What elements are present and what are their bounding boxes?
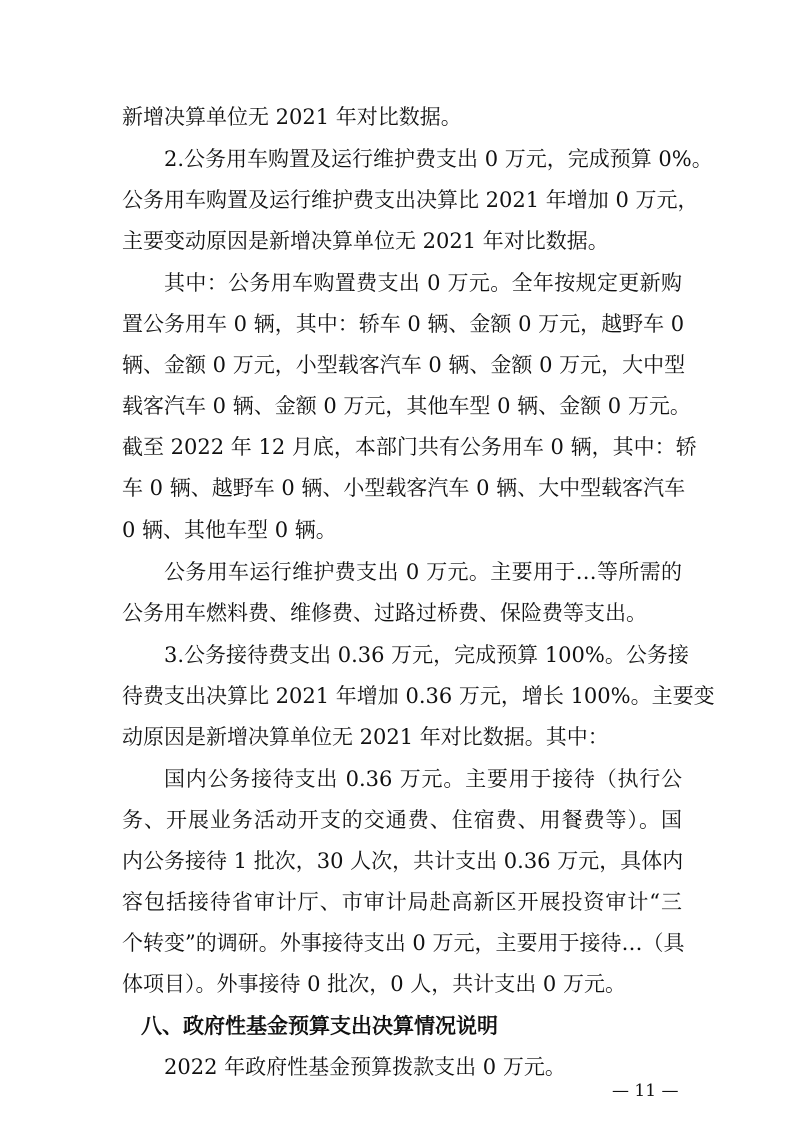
page-number: — 11 —: [612, 1081, 679, 1101]
body-line: 辆、金额 0 万元，小型载客汽车 0 辆、金额 0 万元，大中型: [122, 353, 686, 377]
body-line: 公务用车燃料费、维修费、过路过桥费、保险费等支出。: [122, 601, 647, 625]
body-line: 载客汽车 0 辆、金额 0 万元，其他车型 0 辆、金额 0 万元。: [122, 394, 691, 418]
closing-line: 2022 年政府性基金预算拨款支出 0 万元。: [164, 1055, 566, 1079]
body-line: 个转变”的调研。外事接待支出 0 万元，主要用于接待…（具: [122, 931, 685, 955]
body-line: 车 0 辆、越野车 0 辆、小型载客汽车 0 辆、大中型载客汽车: [122, 476, 686, 500]
body-line: 主要变动原因是新增决算单位无 2021 年对比数据。: [122, 229, 609, 253]
body-line: 截至 2022 年 12 月底，本部门共有公务用车 0 辆，其中：轿: [122, 435, 697, 459]
body-line: 公务用车购置及运行维护费支出决算比 2021 年增加 0 万元，: [122, 188, 699, 212]
body-line: 2.公务用车购置及运行维护费支出 0 万元，完成预算 0%。: [164, 147, 713, 171]
section-heading: 八、政府性基金预算支出决算情况说明: [141, 1014, 498, 1038]
body-line: 内公务接待 1 批次，30 人次，共计支出 0.36 万元，具体内: [122, 849, 684, 873]
body-line: 国内公务接待支出 0.36 万元。主要用于接待（执行公: [164, 767, 682, 791]
body-line: 3.公务接待费支出 0.36 万元，完成预算 100%。公务接: [164, 643, 689, 667]
body-line: 动原因是新增决算单位无 2021 年对比数据。其中：: [122, 725, 609, 749]
body-line: 其中：公务用车购置费支出 0 万元。全年按规定更新购: [164, 271, 682, 295]
body-line: 新增决算单位无 2021 年对比数据。: [122, 105, 462, 129]
body-line: 公务用车运行维护费支出 0 万元。主要用于…等所需的: [164, 560, 682, 584]
body-line: 容包括接待省审计厅、市审计局赴高新区开展投资审计“三: [122, 890, 682, 914]
body-line: 置公务用车 0 辆，其中：轿车 0 辆、金额 0 万元，越野车 0: [122, 312, 685, 336]
body-line: 待费支出决算比 2021 年增加 0.36 万元，增长 100%。主要变: [122, 684, 715, 708]
body-line: 体项目）。外事接待 0 批次，0 人，共计支出 0 万元。: [122, 972, 626, 996]
body-line: 务、开展业务活动开支的交通费、住宿费、用餐费等）。国: [122, 808, 682, 832]
body-line: 0 辆、其他车型 0 辆。: [122, 518, 337, 542]
